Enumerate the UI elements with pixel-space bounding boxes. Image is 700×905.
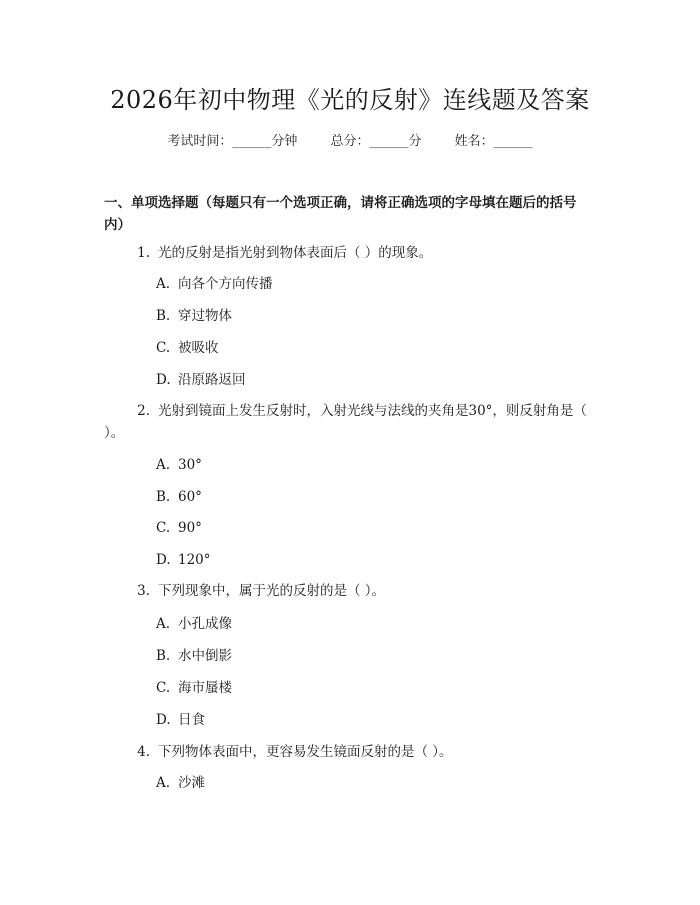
option-letter: C. bbox=[156, 340, 171, 356]
question-number: 2. bbox=[137, 403, 150, 419]
question-2-option-b bbox=[156, 486, 202, 508]
option-letter: A. bbox=[156, 457, 171, 473]
option-letter: D. bbox=[156, 372, 171, 388]
question-text: 下列物体表面中，更容易发生镜面反射的是（ ）。 bbox=[158, 744, 453, 760]
option-text: 沙滩 bbox=[178, 775, 205, 791]
option-letter: B. bbox=[156, 648, 171, 664]
option-text: 小孔成像 bbox=[178, 616, 232, 632]
question-text: 光的反射是指光射到物体表面后（ ）的现象。 bbox=[158, 245, 433, 261]
option-letter: B. bbox=[156, 489, 171, 505]
exam-info-line bbox=[0, 130, 700, 149]
question-3 bbox=[104, 580, 596, 602]
option-text: 沿原路返回 bbox=[178, 372, 246, 388]
student-name-field: 姓名：______ bbox=[454, 134, 533, 149]
question-3-option-a bbox=[156, 613, 232, 635]
question-1 bbox=[104, 242, 596, 264]
question-1-option-a bbox=[156, 273, 273, 295]
question-2-option-a bbox=[156, 454, 202, 476]
option-letter: D. bbox=[156, 712, 171, 728]
option-letter: A. bbox=[156, 276, 171, 292]
option-letter: C. bbox=[156, 520, 171, 536]
question-1-option-c bbox=[156, 337, 219, 359]
question-text: 光射到镜面上发生反射时，入射光线与法线的夹角是30°，则反射角是（ ）。 bbox=[104, 403, 587, 441]
option-letter: A. bbox=[156, 616, 171, 632]
question-3-option-d bbox=[156, 709, 205, 731]
option-text: 60° bbox=[178, 489, 202, 505]
page-title: 2026年初中物理《光的反射》连线题及答案 bbox=[110, 86, 590, 114]
option-text: 被吸收 bbox=[178, 340, 219, 356]
option-letter: C. bbox=[156, 680, 171, 696]
question-number: 3. bbox=[137, 583, 150, 599]
option-text: 穿过物体 bbox=[178, 308, 232, 324]
question-4 bbox=[104, 741, 596, 763]
question-2-option-d bbox=[156, 549, 211, 571]
question-1-option-b bbox=[156, 305, 232, 327]
option-text: 120° bbox=[178, 552, 211, 568]
option-text: 日食 bbox=[178, 712, 205, 728]
question-2-option-c bbox=[156, 517, 202, 539]
option-letter: A. bbox=[156, 775, 171, 791]
total-score-field: 总分：______分 bbox=[330, 134, 422, 149]
option-letter: B. bbox=[156, 308, 171, 324]
question-1-option-d bbox=[156, 369, 246, 391]
question-3-option-b bbox=[156, 645, 232, 667]
question-3-option-c bbox=[156, 677, 232, 699]
option-letter: D. bbox=[156, 552, 171, 568]
option-text: 向各个方向传播 bbox=[178, 276, 273, 292]
section-heading: 一、单项选择题（每题只有一个选项正确，请将正确选项的字母填在题后的括号内） bbox=[104, 195, 577, 233]
option-text: 30° bbox=[178, 457, 202, 473]
option-text: 水中倒影 bbox=[178, 648, 232, 664]
option-text: 90° bbox=[178, 520, 202, 536]
question-number: 4. bbox=[137, 744, 150, 760]
question-number: 1. bbox=[137, 245, 150, 261]
option-text: 海市蜃楼 bbox=[178, 680, 232, 696]
exam-time-field: 考试时间：______分钟 bbox=[167, 134, 298, 149]
question-4-option-a bbox=[156, 772, 205, 794]
question-text: 下列现象中，属于光的反射的是（ ）。 bbox=[158, 583, 386, 599]
question-2 bbox=[104, 400, 596, 444]
